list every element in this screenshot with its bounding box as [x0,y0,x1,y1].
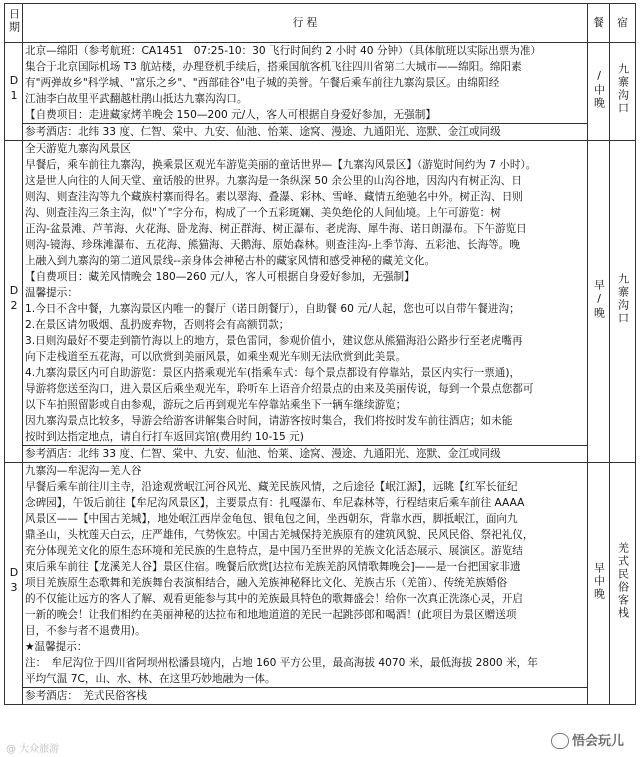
day-label: D1 [5,43,23,141]
date-header: 日期 [5,4,23,43]
day-row-2 [5,141,636,463]
itinerary-line: 按时到达指定地点，请自行打车返回宾馆(费用约 10-15 元) [25,431,304,443]
itinerary-header: 行 程 [23,4,588,43]
itinerary-line: 【自费项目：藏羌风情晚会 180—260 元/人，客人可根据自身爱好参加，无强制】 [25,271,415,283]
itinerary-line: 的不仅能让远方的客人了解、观看更能参与其中的羌族最具特色的歌舞盛会！给你一次真正洗涤心灵，开启 [25,593,523,605]
itinerary-line: 正沟-盆景滩、芦苇海、火花海、卧龙海、树正群海、树正瀑布、老虎海、犀牛海、诺日朗瀑布。下午游览日 [25,223,527,235]
itinerary-line: 导游将您送至沟口，进入景区后乘坐观光车，聆听车上语音介绍景点的由来及美丽传说，每到一个景点您都可 [25,383,534,395]
day-label: D2 [5,141,23,463]
watermark-left: @ 大众旅游 [6,744,60,755]
itinerary-line: 这是世人向往的人间天堂、童话般的世界。九寨沟是一条纵深 50 余公里的山沟谷地，因沟内有树正沟、日 [25,175,522,187]
itinerary-line: 【自费项目：走进藏家烤羊晚会 150—200 元/人，客人可根据自身爱好参加，无强制】 [25,109,436,121]
itinerary-line: 目，不参与者不退费用)。 [25,625,146,637]
itinerary-table [4,3,636,705]
stay-header: 宿 [610,4,636,43]
itinerary-line: 一新的晚会！让我们相约在美丽神秘的达拉布和地地道道的羌民一起跳莎郎和喝酒！(此项目为景区赠送项 [25,609,517,621]
itinerary-line: 全天游览九寨沟风景区 [25,143,131,155]
itinerary-line: 有"两弹故乡"科学城、"富乐之乡"、"西部硅谷"电子城的美誉。午餐后乘车前往九寨沟景区。由绵阳经 [25,77,500,89]
itinerary-line: ★温馨提示： [25,641,88,653]
itinerary-line: 1.今日不含中餐，九寨沟景区内唯一的餐厅（诺日朗餐厅），自助餐 60 元/人起，您也可以自带午餐进沟； [25,303,520,315]
day-meal: 早中晚 [588,463,610,705]
itinerary-line: 则沟-镜海、珍珠滩瀑布、五花海、熊猫海、天鹅海、原始森林。则查洼沟-上季节海、五彩池、长海等。晚 [25,239,520,251]
itinerary-line: 4.九寨沟景区内可自助游览：景区内搭乘观光车(指乘车式：每个景点都设有停靠站，景区内实行一票通)， [25,367,521,379]
itinerary-line: 九寨沟—牟泥沟—羌人谷 [25,465,142,477]
itinerary-line: 江油李白故里平武翻越杜鹃山抵达九寨沟沟口。 [25,93,248,105]
itinerary-line: 则沟、则查洼沟等九个藏族村寨而得名。素以翠海、叠瀑、彩林、雪峰、藏情五绝驰名中外。树正沟、日则 [25,191,523,203]
chat-bubble-icon [551,733,569,749]
itinerary-line: 2.在景区请勿吸烟、乱扔废弃物，否则将会有高额罚款； [25,319,290,331]
day-row-1 [5,43,636,141]
itinerary-line: 风景区——【中国古羌城】，地处岷江西岸金龟包、银龟包之间，坐西朝东，背靠水西，脚抵岷江，面向九 [25,513,518,525]
watermark [551,730,624,750]
itinerary-line: 3.日则沟最好不要走到箭竹海以上的地方，景色雷同，参观价值小，建议您从熊猫海沿公路步行至老虎嘴再 [25,335,523,347]
itinerary-line: 向下走栈道至五花海，可以欣赏到美丽风景，如乘坐观光车则无法欣赏到此美景。 [25,351,407,363]
day-label: D3 [5,463,23,705]
header-row [5,4,636,43]
itinerary-line: 因九寨沟景点比较多，导游会给游客讲解集合时间，请游客按时集合，我们将按时发车前往酒店；如未能 [25,415,513,427]
itinerary-line: 鼎圣山，头枕莲天白云，庄严雄伟，气势恢宏。中国古羌城保持羌族原有的建筑风貌、民风民俗、祭祀礼仪， [25,529,534,541]
watermark-text: 悟会玩儿 [571,733,624,749]
itinerary-line: 北京—绵阳（参考航班：CA1451 07:25-10：30 飞行时间约 2 小时 40 分钟）（具体航班以实际出票为准） [25,45,542,57]
itinerary-line: 束后乘车前往【龙溪羌人谷】景区住宿。晚餐后欣赏[达拉布羌族羌韵风情歌舞晚会]——是一台把国家非遗 [25,561,521,573]
day-stay: 羌式民俗客栈 [610,463,636,705]
itinerary-line: 平均气温 7C，山、水、林、在这里巧妙地融为一体。 [25,673,276,685]
day-itinerary [23,43,588,141]
day-row-3 [5,463,636,705]
day-stay: 九寨沟口 [610,43,636,141]
day-itinerary [23,141,588,463]
day-stay: 九寨沟口 [610,141,636,463]
reference-hotel: 参考酒店： 羌式民俗客栈 [23,687,587,704]
itinerary-line: 温馨提示： [25,287,78,299]
reference-hotel: 参考酒店：北纬 33 度、仁智、棠中、九安、仙池、怡莱、途窝、漫途、九通阳光、迩默、金江或同级 [23,123,587,140]
meal-header: 餐 [588,4,610,43]
reference-hotel: 参考酒店：北纬 33 度、仁智、棠中、九安、仙池、怡莱、途窝、漫途、九通阳光、迩默、金江或同级 [23,445,587,462]
itinerary-line: 充分体现羌文化的原生态环境和羌民族的生息特点，是中国乃至世界的羌族文化活态展示、展演区。游览结 [25,545,523,557]
itinerary-line: 注： 牟尼沟位于四川省阿坝州松潘县境内，占地 160 平方公里，最高海拔 4070 米，最低海拔 2800 米，年 [25,657,538,669]
itinerary-line: 念碑园】，午饭后前往【牟尼沟风景区】，主要景点有：扎嘎瀑布、牟尼森林等，行程结束后乘车前往 AAAA [25,497,525,509]
itinerary-line: 以下车拍照留影或自由参观，游玩之后再到观光车停靠站乘坐下一辆车继续游览； [25,399,407,411]
itinerary-line: 上融入到九寨沟的第二道风景线--亲身体会神秘古朴的藏家风情和感受神秘的藏羌文化。 [25,255,436,267]
itinerary-line: 沟、则查洼沟三条主沟，似"丫"字分布，构成了一个五彩斑斓、美奂绝伦的人间仙境。上午可游览：树 [25,207,501,219]
itinerary-line: 早餐后乘车前往川主寺，沿途观赏岷江河谷风光、藏羌民族风情，之后途径【岷江源】，远眺【红军长征纪 [25,481,518,493]
day-meal: 早/晚 [588,141,610,463]
day-itinerary [23,463,588,705]
itinerary-line: 项目羌族原生态歌舞和羌族舞台表演相结合，融入羌族神秘释比文化、羌族古乐（羌笛）、传统羌族婚俗 [25,577,508,589]
itinerary-line: 集合于北京国际机场 T3 航站楼，办理登机手续后，搭乘国航客机飞往四川省第二大城市——绵阳。绵阳素 [25,61,522,73]
day-meal: /中晚 [588,43,610,141]
itinerary-line: 早餐后，乘车前往九寨沟，换乘景区观光车游览美丽的童话世界—【九寨沟风景区】（游览时间约为 7 小时）。 [25,159,537,171]
